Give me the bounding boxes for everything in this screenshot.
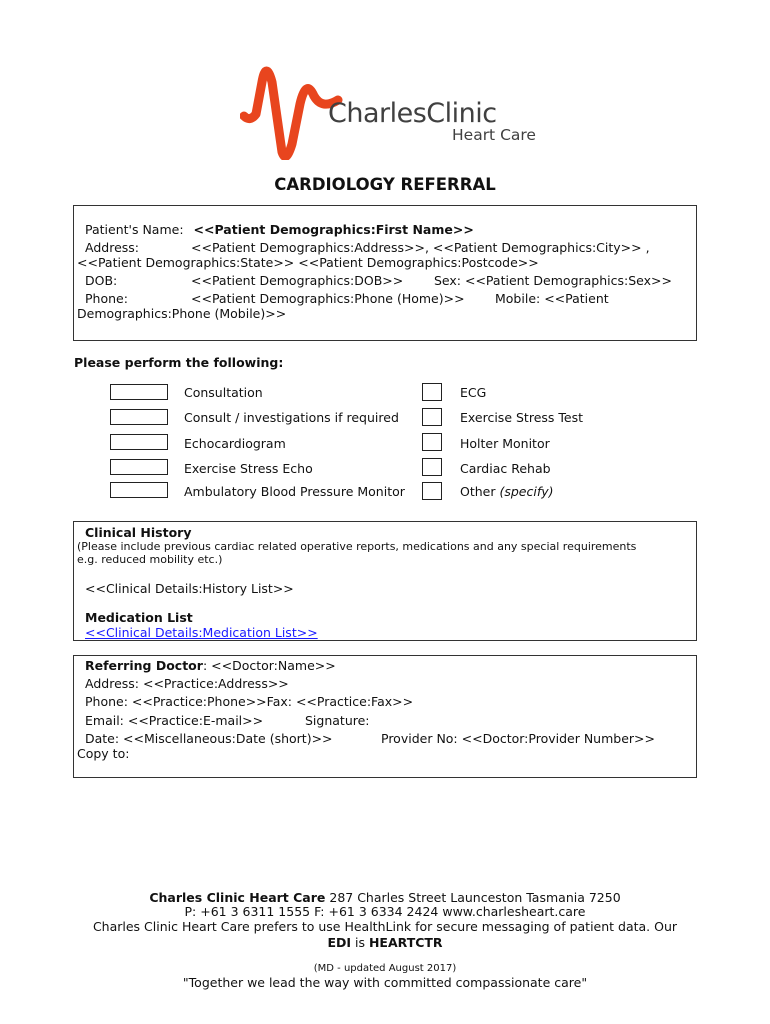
patient-dob-label: DOB: <box>85 273 118 288</box>
patient-address-label: Address: <box>85 240 139 255</box>
services-heading: Please perform the following: <box>74 355 284 370</box>
patient-mobile-line1: Mobile: <<Patient <box>495 291 609 306</box>
service-label-consult-investigations: Consult / investigations if required <box>184 410 399 425</box>
patient-name-value: <<Patient Demographics:First Name>> <box>193 222 474 237</box>
patient-dob-value: <<Patient Demographics:DOB>> <box>191 273 404 288</box>
echocardiogram-checkbox[interactable] <box>110 434 168 450</box>
patient-name-row <box>85 222 474 237</box>
practice-address: Address: <<Practice:Address>> <box>85 676 289 691</box>
holter-monitor-checkbox[interactable] <box>422 433 442 451</box>
footer-tagline: "Together we lead the way with committed compassionate care" <box>182 975 588 990</box>
logo-subtitle: Heart Care <box>452 126 536 144</box>
cardiac-rehab-checkbox[interactable] <box>422 458 442 476</box>
consultation-checkbox[interactable] <box>110 384 168 400</box>
footer-updated: (MD - updated August 2017) <box>313 963 457 974</box>
referring-doctor-label: Referring Doctor <box>85 658 203 673</box>
other-checkbox[interactable] <box>422 482 442 500</box>
clinical-history-note-line2: e.g. reduced mobility etc.) <box>77 553 223 566</box>
referring-doctor-row <box>85 658 336 673</box>
copy-to-label: Copy to: <box>77 746 130 761</box>
logo-name: CharlesClinic <box>328 98 497 129</box>
other-specify-note: (specify) <box>499 484 554 499</box>
practice-phone-fax: Phone: <<Practice:Phone>>Fax: <<Practice:Fax>> <box>85 694 414 709</box>
ecg-checkbox[interactable] <box>422 383 442 401</box>
patient-name-label: Patient's Name: <box>85 222 184 237</box>
service-label-echocardiogram: Echocardiogram <box>184 436 286 451</box>
referring-doctor-value: : <<Doctor:Name>> <box>202 658 336 673</box>
service-label-holter-monitor: Holter Monitor <box>460 436 550 451</box>
clinic-logo <box>240 52 540 160</box>
service-label-consultation: Consultation <box>184 385 263 400</box>
other-label: Other <box>460 484 496 499</box>
patient-address-line1: <<Patient Demographics:Address>>, <<Patient Demographics:City>> , <box>191 240 650 255</box>
footer-address-row <box>0 890 770 905</box>
signature-label: Signature: <box>305 713 370 728</box>
footer-edi-label: EDI <box>327 935 352 950</box>
footer-edi-code: HEARTCTR <box>368 935 443 950</box>
service-label-other <box>460 484 554 499</box>
page-title: CARDIOLOGY REFERRAL <box>274 175 496 194</box>
service-label-cardiac-rehab: Cardiac Rehab <box>460 461 551 476</box>
practice-email: Email: <<Practice:E-mail>> <box>85 713 264 728</box>
footer-edi-row <box>0 935 770 950</box>
footer-clinic-name: Charles Clinic Heart Care <box>149 890 326 905</box>
clinical-history-note-line1: (Please include previous cardiac related operative reports, medications and any special requirements <box>77 540 637 553</box>
medication-list-heading: Medication List <box>85 610 193 625</box>
patient-phone-value: <<Patient Demographics:Phone (Home)>> <box>191 291 465 306</box>
patient-mobile-line2: Demographics:Phone (Mobile)>> <box>77 306 287 321</box>
clinical-history-heading: Clinical History <box>85 525 192 540</box>
abpm-checkbox[interactable] <box>110 482 168 498</box>
exercise-stress-test-checkbox[interactable] <box>422 408 442 426</box>
patient-phone-label: Phone: <box>85 291 128 306</box>
provider-number: Provider No: <<Doctor:Provider Number>> <box>381 731 655 746</box>
referral-date: Date: <<Miscellaneous:Date (short)>> <box>85 731 333 746</box>
consult-investigations-checkbox[interactable] <box>110 409 168 425</box>
footer-edi-middle: is <box>351 935 369 950</box>
service-label-exercise-stress-echo: Exercise Stress Echo <box>184 461 313 476</box>
footer-contact: P: +61 3 6311 1555 F: +61 3 6334 2424 www.charlesheart.care <box>184 904 586 919</box>
clinical-history-value: <<Clinical Details:History List>> <box>85 581 294 596</box>
exercise-stress-echo-checkbox[interactable] <box>110 459 168 475</box>
service-label-ecg: ECG <box>460 385 487 400</box>
footer-messaging: Charles Clinic Heart Care prefers to use HealthLink for secure messaging of patient data. Our <box>92 919 678 934</box>
service-label-abpm: Ambulatory Blood Pressure Monitor <box>184 484 405 499</box>
medication-list-link[interactable]: <<Clinical Details:Medication List>> <box>85 625 318 640</box>
service-label-exercise-stress-test: Exercise Stress Test <box>460 410 583 425</box>
patient-address-line2: <<Patient Demographics:State>> <<Patient Demographics:Postcode>> <box>77 255 539 270</box>
patient-sex: Sex: <<Patient Demographics:Sex>> <box>434 273 672 288</box>
footer-address: 287 Charles Street Launceston Tasmania 7250 <box>325 890 621 905</box>
